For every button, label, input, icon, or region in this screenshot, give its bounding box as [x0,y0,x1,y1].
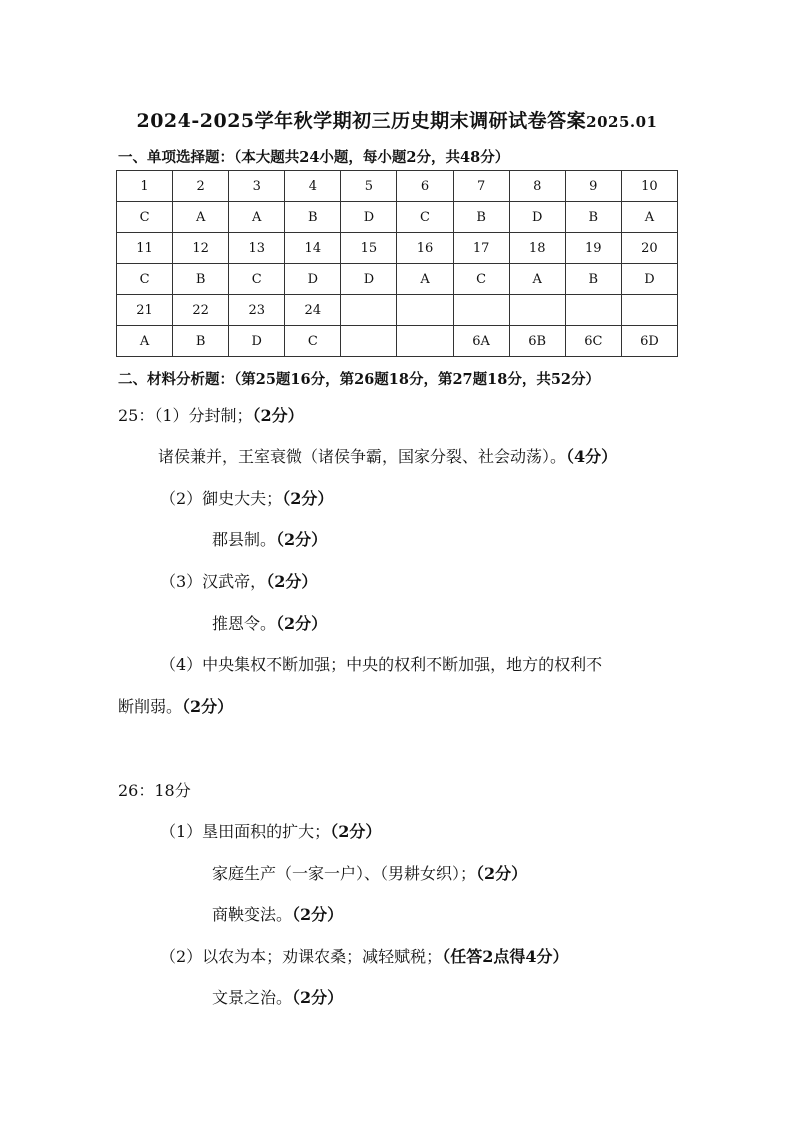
table-cell: 14 [285,233,341,264]
table-cell [397,326,453,357]
table-cell: 19 [565,233,621,264]
section-1-heading: 一、单项选择题：（本大题共24小题，每小题2分，共48分） [118,149,510,166]
q26-part1-answer-b: 商鞅变法。（2分） [212,905,344,924]
q25-part3: （3）汉武帝，（2分） [160,572,318,591]
table-cell: C [397,202,453,233]
table-cell: B [173,264,229,295]
table-row [117,202,678,233]
table-cell: A [229,202,285,233]
table-cell: A [173,202,229,233]
q25-part3-answer: 推恩令。（2分） [212,614,328,633]
q25-part1: 25：（1）分封制；（2分） [118,406,304,425]
table-cell [453,295,509,326]
table-cell: 7 [453,171,509,202]
table-cell: B [285,202,341,233]
table-row [117,295,678,326]
table-cell: 20 [621,233,677,264]
title-text: 2024-2025学年秋学期初三历史期末调研试卷答案 [136,110,587,132]
q26-heading: 26：18分 [118,781,191,800]
table-cell: 3 [229,171,285,202]
q26-part1-answer-a: 家庭生产（一家一户）、（男耕女织）；（2分） [212,864,528,883]
q25-part2-answer: 郡县制。（2分） [212,530,328,549]
table-cell: D [341,202,397,233]
table-cell: D [341,264,397,295]
table-cell: 6A [453,326,509,357]
table-cell: 8 [509,171,565,202]
table-cell: B [565,264,621,295]
table-cell: C [229,264,285,295]
table-cell: 21 [117,295,173,326]
q26-part1: （1）垦田面积的扩大；（2分） [160,822,382,841]
q26-part2: （2）以农为本；劝课农桑；减轻赋税；（任答2点得4分） [160,947,569,966]
table-cell: 4 [285,171,341,202]
q25-part2: （2）御史大夫；（2分） [160,489,334,508]
table-cell: 6C [565,326,621,357]
table-cell: A [117,326,173,357]
table-cell: 5 [341,171,397,202]
table-cell: 13 [229,233,285,264]
q25-part4: （4）中央集权不断加强；中央的权利不断加强，地方的权利不 [160,655,603,674]
table-cell: C [285,326,341,357]
table-row [117,233,678,264]
table-cell: C [453,264,509,295]
table-cell: 6B [509,326,565,357]
table-row [117,171,678,202]
table-row [117,264,678,295]
table-cell: 6D [621,326,677,357]
table-cell: 22 [173,295,229,326]
table-cell: A [621,202,677,233]
table-cell: 18 [509,233,565,264]
table-cell: 15 [341,233,397,264]
table-cell [621,295,677,326]
table-cell: A [397,264,453,295]
q26-part2-answer: 文景之治。（2分） [212,988,344,1007]
table-cell: 10 [621,171,677,202]
table-cell: B [453,202,509,233]
table-cell [341,295,397,326]
table-cell: D [509,202,565,233]
table-cell: 12 [173,233,229,264]
table-cell [509,295,565,326]
table-cell: B [173,326,229,357]
table-cell: 2 [173,171,229,202]
table-cell [341,326,397,357]
table-cell [565,295,621,326]
table-cell: 17 [453,233,509,264]
q25-part4-cont: 断削弱。（2分） [118,697,234,716]
table-cell: C [117,202,173,233]
table-cell: C [117,264,173,295]
table-cell: A [509,264,565,295]
table-cell: 1 [117,171,173,202]
table-cell: 23 [229,295,285,326]
table-cell: D [285,264,341,295]
table-cell: 24 [285,295,341,326]
title-date: 2025.01 [586,113,658,131]
table-row [117,326,678,357]
table-cell: 6 [397,171,453,202]
table-cell: 9 [565,171,621,202]
section-2-heading: 二、材料分析题：（第25题16分，第26题18分，第27题18分，共52分） [118,371,600,388]
answer-table [116,170,678,357]
q25-part1-answer: 诸侯兼并，王室衰微（诸侯争霸，国家分裂、社会动荡）。（4分） [158,447,618,466]
table-cell: D [621,264,677,295]
table-cell: B [565,202,621,233]
page-title [0,106,794,133]
table-cell [397,295,453,326]
table-cell: 11 [117,233,173,264]
table-cell: 16 [397,233,453,264]
table-cell: D [229,326,285,357]
